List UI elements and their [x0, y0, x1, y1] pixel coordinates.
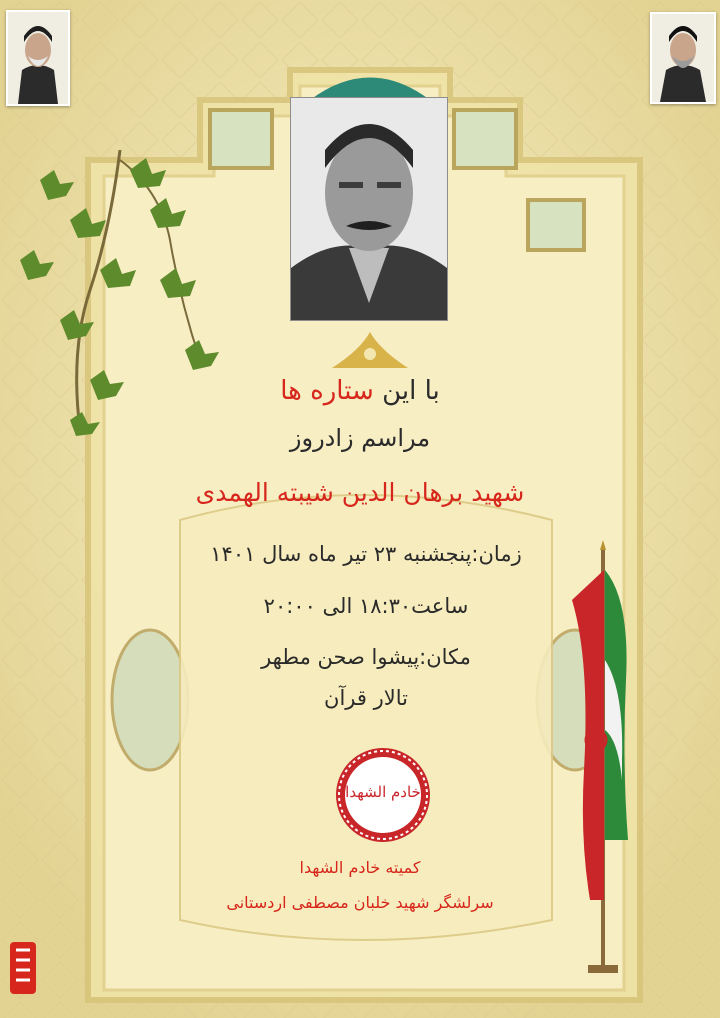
seal-icon	[333, 745, 433, 845]
headline	[0, 376, 720, 406]
seal-text: خادم الشهدا	[345, 783, 421, 801]
portrait-right	[650, 12, 716, 104]
organizer: کمیته خادم الشهدا	[299, 858, 421, 877]
ornament-icon	[330, 330, 410, 370]
event-title: مراسم زادروز	[289, 424, 431, 452]
watermark-logo	[6, 940, 40, 1000]
martyr-name: شهید برهان الدین شیبته الهمدی	[195, 478, 525, 507]
portrait-left	[6, 10, 70, 106]
iran-flag-icon	[560, 540, 650, 980]
event-place: مکان:پیشوا صحن مطهر	[261, 645, 471, 669]
event-hall: تالار قرآن	[324, 686, 408, 710]
sponsor: سرلشگر شهید خلبان مصطفی اردستانی	[226, 893, 494, 912]
martyr-photo	[290, 97, 448, 321]
headline-highlight: ستاره ها	[280, 376, 374, 406]
event-time: زمان:پنجشنبه ۲۳ تیر ماه سال ۱۴۰۱	[210, 542, 522, 566]
event-hour: ساعت۱۸:۳۰ الی ۲۰:۰۰	[263, 594, 469, 618]
headline-prefix: با این	[382, 376, 440, 406]
